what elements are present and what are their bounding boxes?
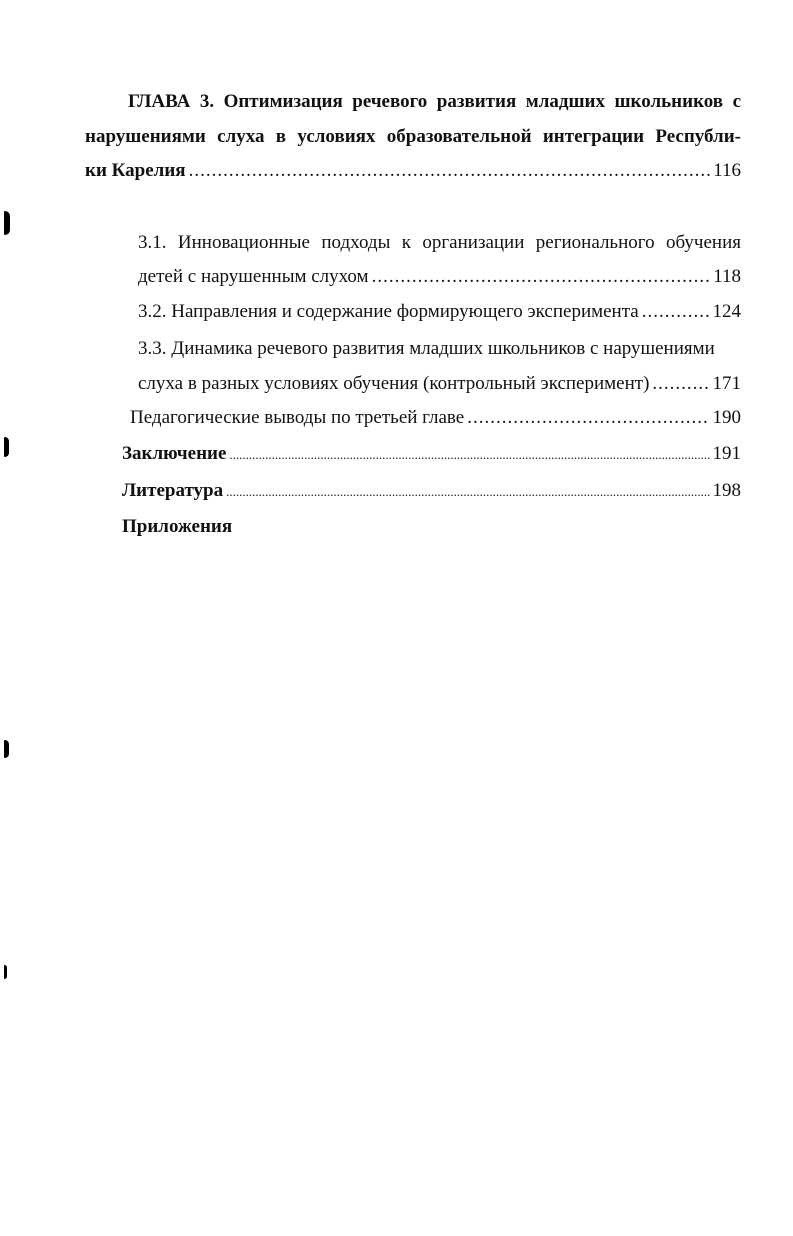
- dot-leader: [652, 372, 709, 396]
- conclusions-page-number: 190: [712, 407, 741, 428]
- dot-leader: [372, 265, 711, 289]
- zaklyuchenie-line[interactable]: [122, 442, 741, 467]
- section-3-1-line-1[interactable]: 3.1. Инновационные подходы к организации регионального обучения: [138, 232, 741, 253]
- margin-mark-4: [4, 965, 7, 979]
- section-3-1-tail: детей с нарушенным слухом: [138, 266, 369, 287]
- dot-leader: [642, 300, 710, 324]
- section-3-3-line-2[interactable]: [138, 372, 741, 396]
- chapter-heading-tail: ки Карелия: [85, 160, 186, 181]
- margin-mark-3: [4, 740, 9, 758]
- literatura-page-number: 198: [712, 480, 741, 501]
- zaklyuchenie-page-number: 191: [712, 443, 741, 464]
- section-3-1-line-2[interactable]: [138, 265, 741, 289]
- section-3-2-page-number: 124: [712, 301, 741, 322]
- prilozheniya-line[interactable]: Приложения: [122, 516, 233, 537]
- dot-leader: [226, 479, 709, 504]
- zaklyuchenie-title: Заключение: [122, 443, 227, 464]
- dot-leader: [229, 442, 709, 467]
- chapter-heading-line-2: нарушениями слуха в условиях образовательной интеграции Республи-: [85, 126, 741, 147]
- chapter-page-number: 116: [713, 160, 741, 181]
- chapter-heading-line-3[interactable]: [85, 159, 741, 183]
- dot-leader: [467, 406, 709, 430]
- margin-mark-1: [4, 211, 10, 235]
- literatura-line[interactable]: [122, 479, 741, 504]
- section-3-3-line-1[interactable]: 3.3. Динамика речевого развития младших школьников с нарушениями: [138, 338, 715, 359]
- section-3-2-line[interactable]: [138, 300, 741, 324]
- section-3-2-title: 3.2. Направления и содержание формирующего эксперимента: [138, 301, 639, 322]
- conclusions-title: Педагогические выводы по третьей главе: [130, 407, 465, 428]
- literatura-title: Литература: [122, 480, 224, 501]
- section-3-3-page-number: 171: [712, 373, 741, 394]
- chapter-3-heading[interactable]: [85, 84, 741, 154]
- conclusions-line[interactable]: [130, 406, 741, 430]
- margin-mark-2: [4, 437, 9, 457]
- section-3-1-page-number: 118: [713, 266, 741, 287]
- section-3-3-tail: слуха в разных условиях обучения (контрольный эксперимент): [138, 373, 650, 394]
- chapter-heading-line-1: ГЛАВА 3. Оптимизация речевого развития младших школьников с: [128, 91, 741, 112]
- dot-leader: [189, 159, 711, 183]
